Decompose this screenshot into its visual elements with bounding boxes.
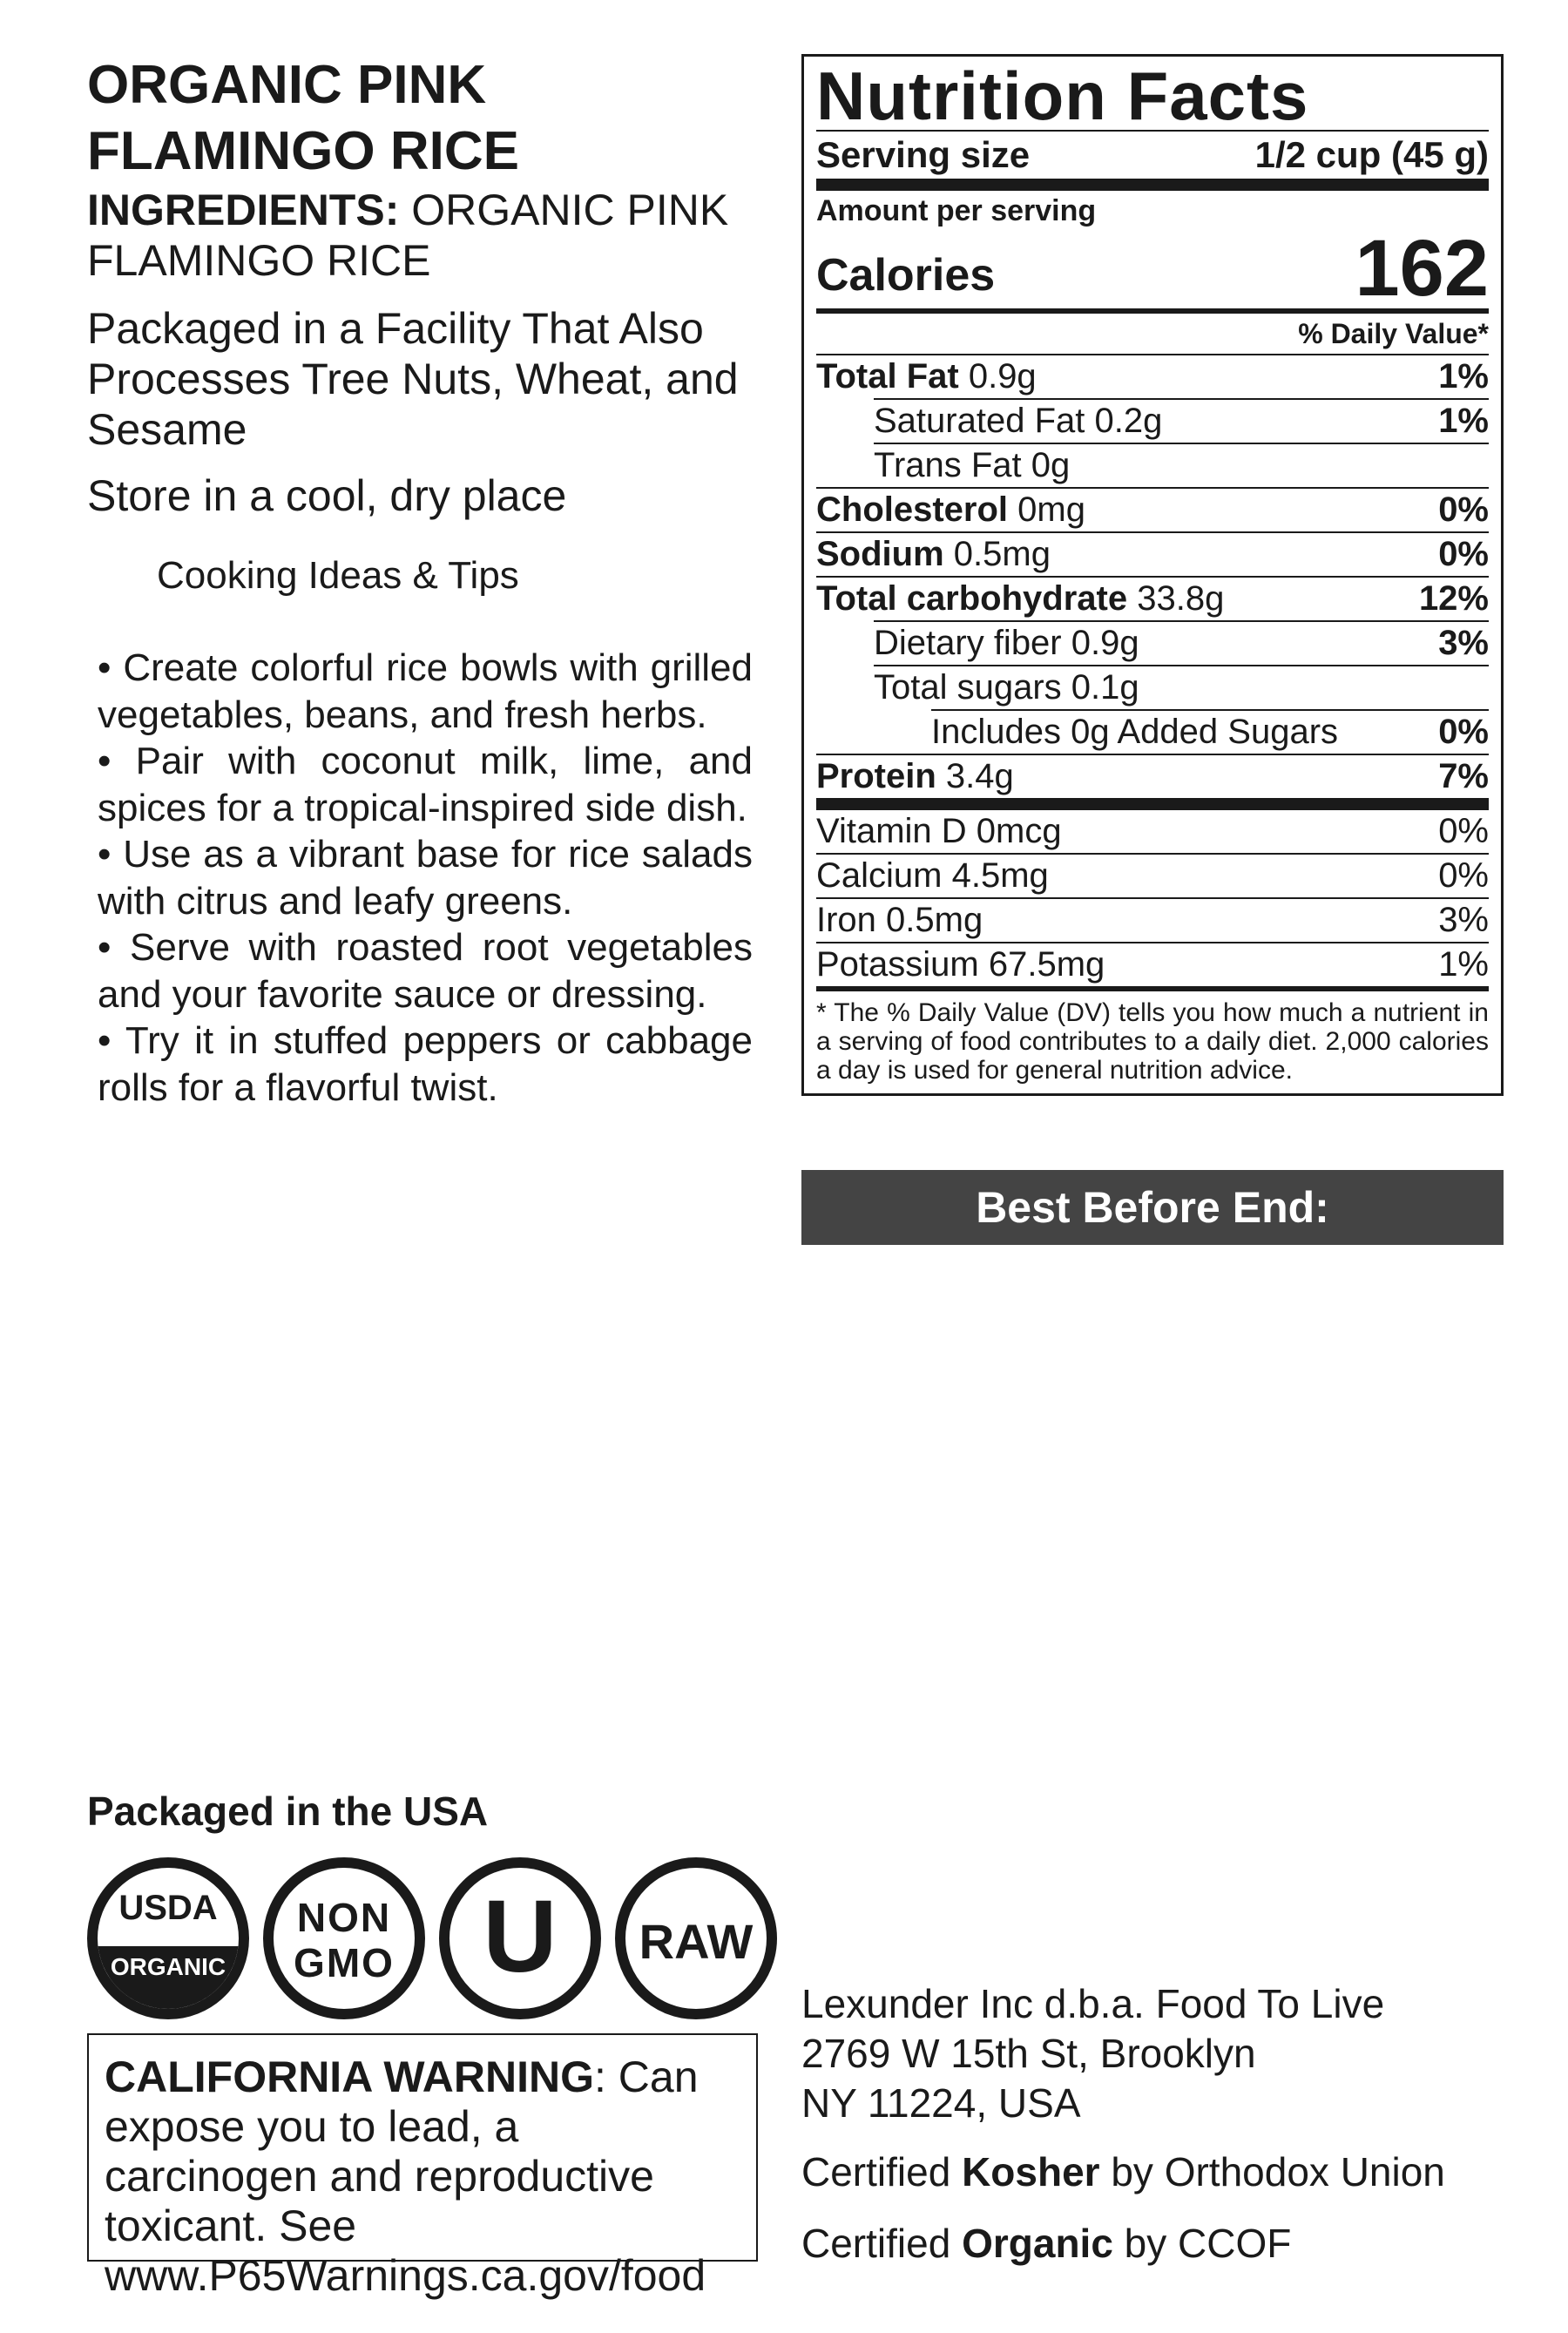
vitamins-section (816, 810, 1489, 986)
vitamin-row-iron (816, 897, 1489, 942)
nutrient-row-trans-fat (874, 443, 1489, 487)
nutrient-dv: 0% (1438, 713, 1489, 751)
nutrient-row-cholesterol (816, 487, 1489, 531)
tip-item: • Create colorful rice bowls with grilled vegetables, beans, and fresh herbs. (98, 646, 753, 736)
ingredients (87, 185, 767, 286)
best-before-banner: Best Before End: (801, 1170, 1504, 1245)
nutrient-row-sodium (816, 531, 1489, 576)
company-address (801, 1979, 1516, 2128)
nutrient-amount: 0.5mg (953, 535, 1051, 573)
kosher-ou-icon (439, 1857, 601, 2019)
nutrient-row-total-fat (816, 354, 1489, 398)
kosher-certification (801, 2148, 1445, 2195)
nutrient-dv: 0% (1438, 490, 1489, 529)
cert-prefix: Certified (801, 2221, 963, 2266)
serving-size-label: Serving size (816, 134, 1031, 175)
nutrient-label: Total Fat (816, 357, 959, 396)
vitamin-label: Potassium 67.5mg (816, 945, 1105, 984)
nutrient-label: Total carbohydrate (816, 579, 1128, 618)
company-street: 2769 W 15th St, Brooklyn (801, 2031, 1256, 2076)
organic-text: ORGANIC (110, 1953, 226, 1980)
vitamin-row-potassium (816, 942, 1489, 986)
allergen-facility-note: Packaged in a Facility That Also Processes Tree Nuts, Wheat, and Sesame (87, 304, 739, 454)
tip-item: • Pair with coconut milk, lime, and spices for a tropical-inspired side dish. (98, 740, 753, 829)
organic-certification (801, 2220, 1291, 2267)
nutrient-label: Protein (816, 757, 936, 795)
tip-item: • Serve with roasted root vegetables and your favorite sauce or dressing. (98, 926, 753, 1016)
nutrient-row-saturated-fat (874, 398, 1489, 443)
company-city: NY 11224, USA (801, 2080, 1081, 2126)
nutrient-label: Cholesterol (816, 490, 1009, 529)
nutrient-row-added-sugars (931, 709, 1489, 754)
calories-value: 162 (1355, 224, 1489, 313)
ingredients-value: ORGANIC PINK FLAMINGO RICE (87, 186, 729, 285)
daily-value-footnote: * The % Daily Value (DV) tells you how much a nutrient in a serving of food contributes to a daily diet. 2,000 calories a day is used for general nutrition advice. (816, 998, 1489, 1085)
tips-heading: Cooking Ideas & Tips (157, 554, 519, 597)
cert-body: by Orthodox Union (1099, 2149, 1445, 2194)
vitamin-label: Vitamin D 0mcg (816, 812, 1062, 850)
vitamin-dv: 3% (1438, 901, 1489, 939)
vitamin-dv: 0% (1438, 812, 1489, 850)
calories-label: Calories (816, 250, 996, 301)
nutrient-amount: 3.4g (945, 757, 1014, 795)
vitamin-dv: 0% (1438, 856, 1489, 895)
nutrient-amount: 0.9g (1071, 624, 1139, 662)
raw-text: RAW (639, 1914, 754, 1969)
nutrient-amount: 0mg (1017, 490, 1085, 529)
nutrient-dv: 3% (1438, 624, 1489, 662)
serving-size-value: 1/2 cup (45 g) (1254, 134, 1489, 175)
nutrient-label: Total sugars (874, 668, 1062, 707)
tips-list (98, 645, 753, 1111)
product-title-line2: FLAMINGO RICE (87, 121, 519, 181)
nutrient-row-dietary-fiber (874, 620, 1489, 665)
nutrient-label: Trans Fat (874, 446, 1022, 484)
usda-organic-icon (87, 1857, 249, 2019)
nutrient-label: Saturated Fat (874, 402, 1085, 440)
nutrient-row-total-carbohydrate (816, 576, 1489, 620)
nutrient-row-protein (816, 754, 1489, 798)
cert-prefix: Certified (801, 2149, 963, 2194)
nutrient-label: Sodium (816, 535, 944, 573)
product-title (87, 52, 784, 185)
vitamin-row-calcium (816, 853, 1489, 897)
nutrient-label: Dietary fiber (874, 624, 1062, 662)
vitamin-row-vitamin-d (816, 810, 1489, 853)
storage-instructions: Store in a cool, dry place (87, 471, 567, 520)
nutrient-row-total-sugars (874, 665, 1489, 709)
warning-text: : Can expose you to lead, a carcinogen and reproductive toxicant. See www.P65Warnings.ca.gov/food (105, 2052, 706, 2300)
amount-per-serving: Amount per serving (816, 194, 1097, 227)
vitamin-dv: 1% (1438, 945, 1489, 984)
usda-text: USDA (118, 1889, 218, 1927)
nutrient-amount: 0.2g (1094, 402, 1163, 440)
cert-kosher: Kosher (962, 2149, 1100, 2194)
nutrient-dv: 12% (1418, 579, 1489, 618)
calories-row (816, 224, 1489, 313)
nutrient-dv: 1% (1438, 357, 1489, 396)
vitamin-label: Calcium 4.5mg (816, 856, 1049, 895)
nutrient-label: Includes 0g Added Sugars (931, 713, 1339, 751)
warning-label: CALIFORNIA WARNING (105, 2052, 594, 2101)
company-name: Lexunder Inc d.b.a. Food To Live (801, 1981, 1385, 2026)
nutrition-facts-panel (801, 54, 1504, 1096)
nutrient-amount: 0.9g (968, 357, 1037, 396)
daily-value-header: % Daily Value* (1298, 318, 1489, 349)
tip-item: • Use as a vibrant base for rice salads with citrus and leafy greens. (98, 833, 753, 923)
nutrient-amount: 33.8g (1137, 579, 1225, 618)
non-gmo-icon (263, 1857, 425, 2019)
nutrient-amount: 0.1g (1071, 668, 1139, 707)
cert-organic: Organic (962, 2221, 1113, 2266)
kosher-u-text: U (483, 1879, 558, 1994)
gmo-text: GMO (294, 1940, 395, 1985)
nutrient-dv: 0% (1438, 535, 1489, 573)
cert-body: by CCOF (1112, 2221, 1292, 2266)
vitamin-label: Iron 0.5mg (816, 901, 983, 939)
ingredients-label: INGREDIENTS: (87, 186, 400, 234)
raw-icon (615, 1857, 777, 2019)
non-text: NON (296, 1895, 392, 1940)
nutrient-dv: 7% (1438, 757, 1489, 795)
nutrient-dv: 1% (1438, 402, 1489, 440)
nutrition-facts-title: Nutrition Facts (816, 57, 1309, 134)
product-title-line1: ORGANIC PINK (87, 55, 487, 115)
california-warning (87, 2033, 758, 2300)
nutrient-amount: 0g (1031, 446, 1071, 484)
serving-size-row (816, 132, 1489, 179)
tip-item: • Try it in stuffed peppers or cabbage rolls for a flavorful twist. (98, 1019, 753, 1109)
country-of-packaging: Packaged in the USA (87, 1789, 489, 1834)
